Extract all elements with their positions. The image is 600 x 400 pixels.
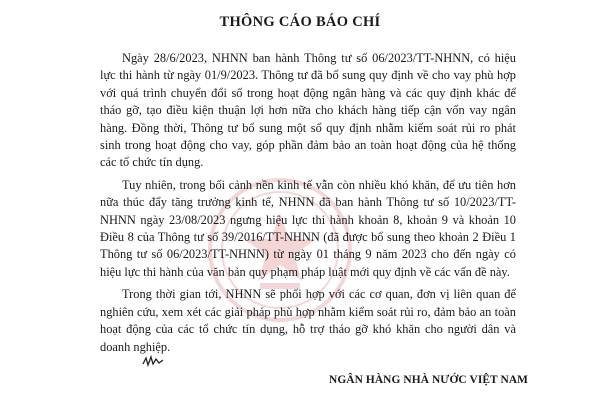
paragraph-3: Trong thời gian tới, NHNN sẽ phối hợp với các cơ quan, đơn vị liên quan để nghiên cứu, xem xét các giải pháp phù hợp nhằm kiểm soát rủi ro, đảm bảo an toàn hoạt động của các tổ chức tín dụng, hỗ trợ tháo gỡ khó khăn cho người dân và doanh nghiệp. (100, 287, 516, 354)
paragraph-1: Ngày 28/6/2023, NHNN ban hành Thông tư số 06/2023/TT-NHNN, có hiệu lực thi hành từ ngày 01/9/2023. Thông tư đã bổ sung quy định về cho vay phù hợp với quá trình chuyển đổi số trong hoạt động ngân hàng và các quy định khác để tháo gỡ, tạo điều kiện thuận lợi hơn nữa cho khách hàng tiếp cận vốn vay ngân hàng. Đồng thời, Thông tư bổ sung một số quy định nhằm kiểm soát rủi ro phát sinh trong hoạt động cho vay, góp phần đảm bảo an toàn hoạt động của hệ thống các tổ chức tín dụng. (100, 51, 516, 170)
signature-block: NGÂN HÀNG NHÀ NƯỚC VIỆT NAM (329, 374, 528, 386)
document-body (100, 50, 516, 361)
document-title: THÔNG CÁO BÁO CHÍ (219, 14, 381, 30)
handwritten-mark-icon (142, 354, 164, 368)
paragraph-2: Tuy nhiên, trong bối cảnh nền kinh tế vẫn còn nhiều khó khăn, để ưu tiên hơn nữa thúc đẩy tăng trưởng kinh tế, NHNN đã ban hành Thông tư số 10/2023/TT-NHNN ngày 23/08/2023 ngưng hiệu lực thi hành khoản 8, khoản 9 và khoản 10 Điều 8 của Thông tư số 39/2016/TT-NHNN (đã được bổ sung theo khoản 2 Điều 1 Thông tư số 06/2023/TT-NHNN) từ ngày 01 tháng 9 năm 2023 cho đến ngày có hiệu lực thi hành của văn bản quy phạm pháp luật mới quy định về các vấn đề này. (100, 177, 516, 279)
